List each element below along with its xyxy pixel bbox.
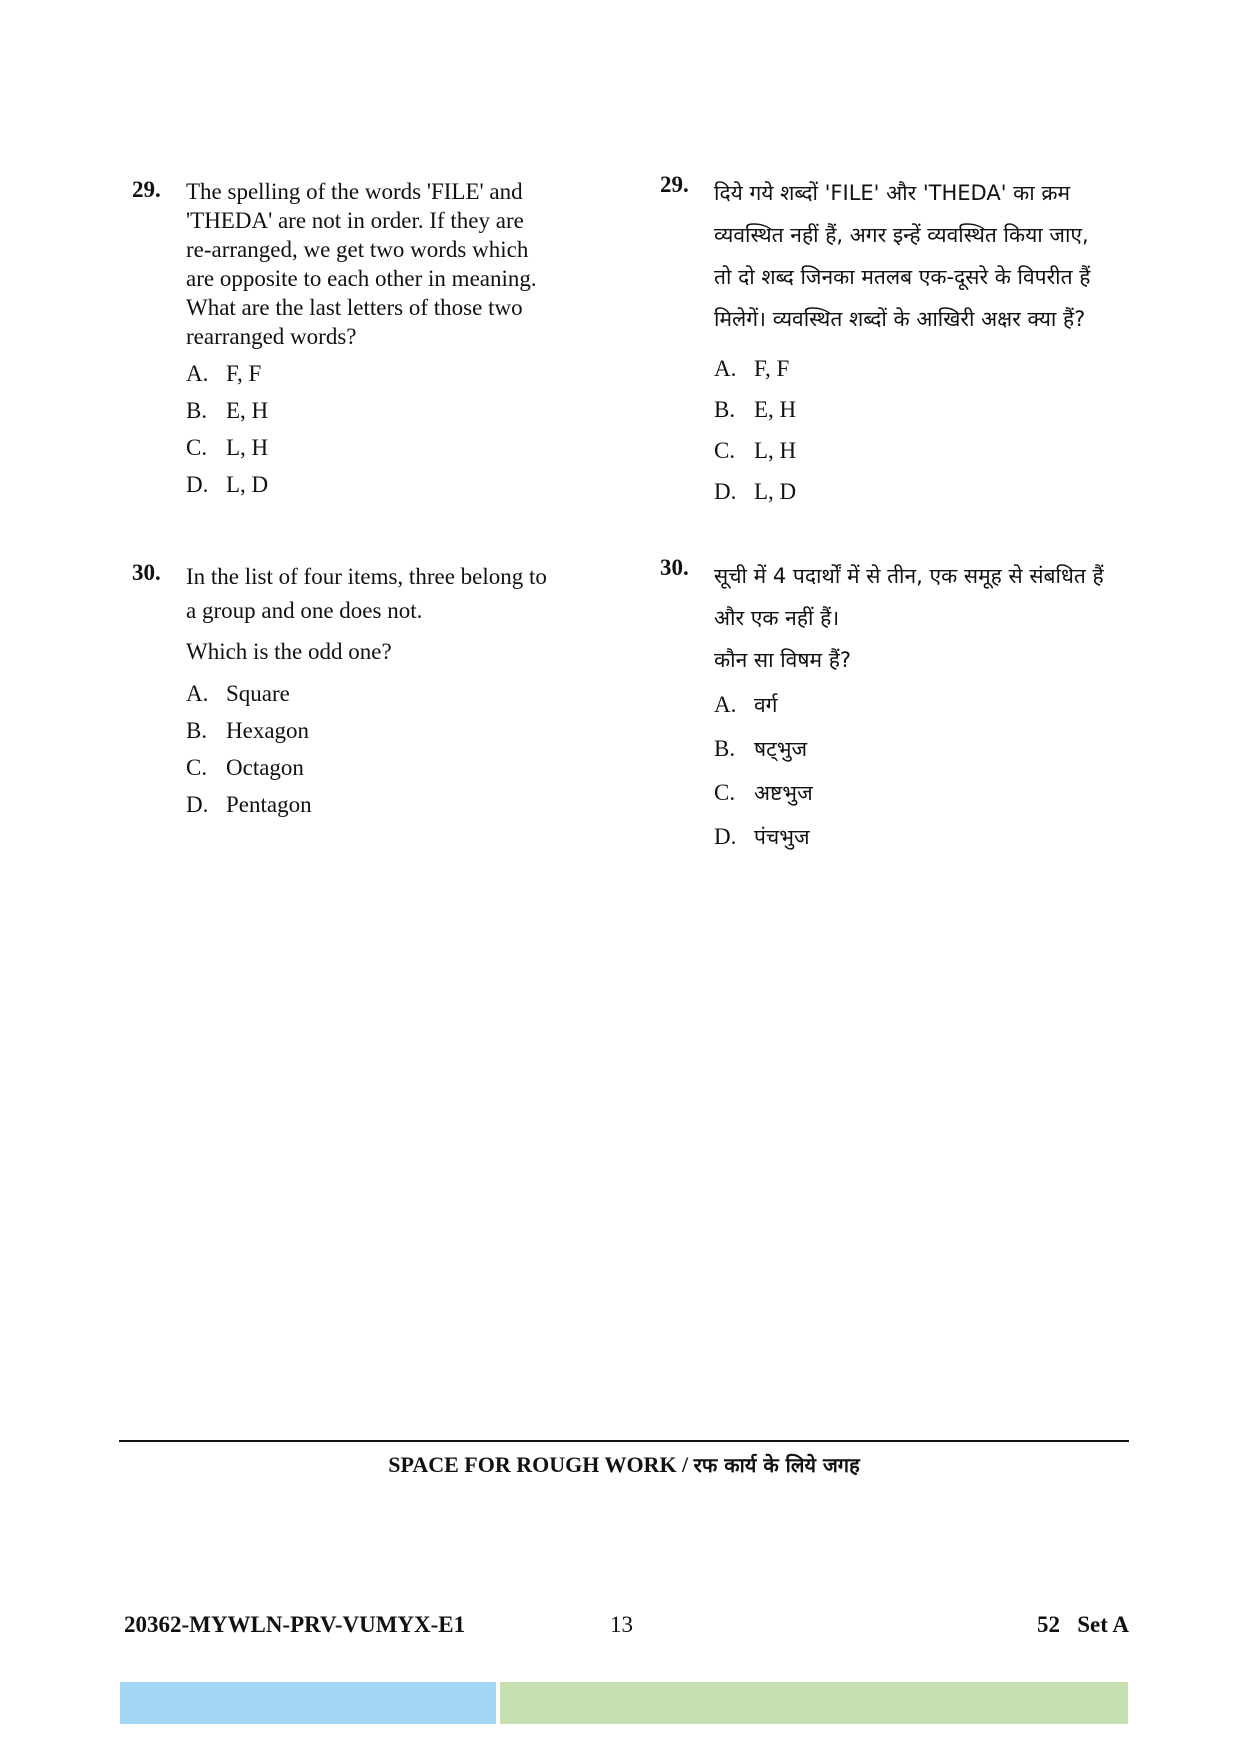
rough-work-heading	[119, 1451, 1129, 1478]
question-number: 30.	[132, 560, 161, 585]
rough-work-hindi: रफ कार्य के लिये जगह	[693, 1453, 860, 1477]
options-list	[714, 348, 796, 512]
options-list	[186, 675, 312, 823]
option-d: D. Pentagon	[186, 792, 312, 817]
option-d: D. पंचभुज	[714, 824, 810, 849]
option-c: C. अष्टभुज	[714, 780, 813, 805]
option-c: C. Octagon	[186, 755, 304, 780]
question-line: कौन सा विषम हैं?	[714, 648, 851, 672]
option-b: B. E, H	[714, 397, 797, 422]
option-a: A. वर्ग	[714, 692, 778, 717]
question-line: are opposite to each other in meaning.	[186, 266, 537, 291]
question-line: What are the last letters of those two	[186, 295, 523, 320]
question-line: rearranged words?	[186, 324, 357, 349]
options-list	[714, 683, 813, 859]
question-line: तो दो शब्द जिनका मतलब एक-दूसरे के विपरीत हैं	[714, 265, 1091, 289]
options-list	[186, 355, 268, 503]
question-29-hindi	[660, 172, 1140, 512]
question-line: The spelling of the words 'FILE' and	[186, 179, 523, 204]
question-line: re-arranged, we get two words which	[186, 237, 529, 262]
rough-work-english: SPACE FOR ROUGH WORK /	[388, 1452, 689, 1477]
option-a: A. Square	[186, 681, 290, 706]
option-a: A. F, F	[714, 356, 790, 381]
sub-question: Which is the odd one?	[186, 639, 392, 664]
question-text	[714, 555, 1140, 681]
page-number: 13	[610, 1612, 633, 1637]
question-line: व्यवस्थित नहीं हैं, अगर इन्हें व्यवस्थित किया जाए,	[714, 223, 1089, 247]
question-number: 29.	[660, 172, 689, 197]
option-b: B. E, H	[186, 398, 269, 423]
question-line: a group and one does not.	[186, 598, 423, 623]
booklet-code: 20362-MYWLN-PRV-VUMYX-E1	[124, 1612, 466, 1637]
option-d: D. L, D	[714, 479, 797, 504]
question-line: और एक नहीं हैं।	[714, 606, 840, 630]
footer-bar-blue	[120, 1682, 496, 1724]
option-c: C. L, H	[186, 435, 269, 460]
question-30-english	[132, 560, 612, 840]
option-b: B. Hexagon	[186, 718, 310, 743]
question-text	[186, 177, 616, 351]
question-line: 'THEDA' are not in order. If they are	[186, 208, 524, 233]
question-30-hindi	[660, 555, 1140, 865]
option-c: C. L, H	[714, 438, 797, 463]
option-b: B. षट्भुज	[714, 736, 808, 761]
question-text	[714, 172, 1140, 340]
question-number: 29.	[132, 177, 161, 202]
question-text	[186, 560, 626, 669]
question-line: सूची में 4 पदार्थों में से तीन, एक समूह से संबधित हैं	[714, 564, 1104, 588]
option-a: A. F, F	[186, 361, 262, 386]
question-line: In the list of four items, three belong to	[186, 564, 547, 589]
rough-work-divider	[119, 1440, 1129, 1442]
question-line: मिलेगें। व्यवस्थित शब्दों के आखिरी अक्षर क्या हैं?	[714, 307, 1086, 331]
question-29-english	[132, 177, 612, 507]
footer-bar-green	[500, 1682, 1128, 1724]
question-number: 30.	[660, 555, 689, 580]
question-line: दिये गये शब्दों 'FILE' और 'THEDA' का क्रम	[714, 181, 1071, 205]
set-label: 52 Set A	[1037, 1612, 1129, 1637]
option-d: D. L, D	[186, 472, 269, 497]
